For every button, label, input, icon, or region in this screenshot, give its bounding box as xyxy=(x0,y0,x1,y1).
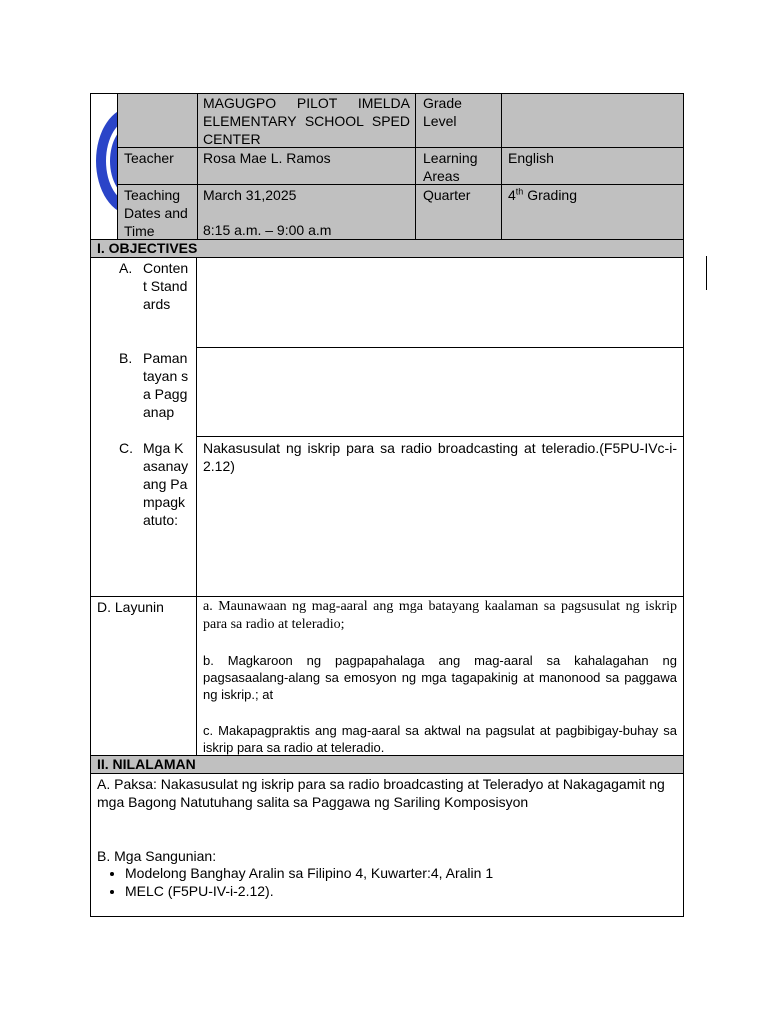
sanggunian-list xyxy=(97,864,681,900)
time-value: 8:15 a.m. – 9:00 a.m xyxy=(203,222,332,238)
teacher-value: Rosa Mae L. Ramos xyxy=(203,150,331,166)
nilalaman-title: II. NILALAMAN xyxy=(97,756,196,772)
teacher-label: Teacher xyxy=(124,150,174,166)
dates-label: Teaching Dates and Time xyxy=(124,187,188,239)
quarter-value xyxy=(508,186,678,204)
objective-c-value: Nakasusulat ng iskrip para sa radio broadcasting at teleradio.(F5PU-IVc-i-2.12) xyxy=(203,440,677,474)
learning-areas-label: Learning Areas xyxy=(423,150,478,184)
layunin-label: D. Layunin xyxy=(97,599,164,615)
sanggunian-label: B. Mga Sangunian: xyxy=(97,848,217,864)
objective-b-letter: B. xyxy=(119,350,133,366)
date-value: March 31,2025 xyxy=(203,187,297,203)
school-name: MAGUGPO PILOT IMELDA ELEMENTARY SCHOOL SPED CENTER xyxy=(203,95,410,147)
layunin-item-c: c. Makapagpraktis ang mag-aaral sa aktwal na pagsulat at pagbibigay-buhay sa iskrip para sa radio at teleradio. xyxy=(203,723,677,755)
layunin-item-a: a. Maunawaan ng mag-aaral ang mga batayang kaalaman sa pagsusulat ng iskrip para sa radio at teleradio; xyxy=(203,599,677,632)
sanggunian-item: • Modelong Banghay Aralin sa Filipino 4, Kuwarter:4, Aralin 1 xyxy=(125,864,681,882)
quarter-number: 4 xyxy=(508,187,516,203)
quarter-label: Quarter xyxy=(423,187,471,203)
grade-level-label: Grade Level xyxy=(423,95,462,129)
objective-b-label: Pamantayan sa Pagganap xyxy=(143,350,189,420)
objective-c-label: Mga Kasanayang Pampagkatuto: xyxy=(143,440,189,528)
paksa-text: A. Paksa: Nakasusulat ng iskrip para sa radio broadcasting at Teleradyo at Nakagagamit ng mga Bagong Natutuhang salita sa Paggawa ng Sariling Komposisyon xyxy=(97,776,665,810)
quarter-word: Grading xyxy=(523,187,578,203)
quarter-suffix: th xyxy=(515,186,524,197)
objective-a-letter: A. xyxy=(119,260,133,276)
school-logo-seal xyxy=(92,105,118,217)
objective-c-letter: C. xyxy=(119,440,133,456)
layunin-item-b: b. Magkaroon ng pagpapahalaga ang mag-aaral sa kahalagahan ng pagsasaalang-alang sa emosyon ng mga tagapakinig at manonood sa paggawa ng iskrip.; at xyxy=(203,653,677,702)
sanggunian-item: • MELC (F5PU-IV-i-2.12). xyxy=(125,882,681,900)
margin-mark xyxy=(706,256,707,290)
objectives-title: I. OBJECTIVES xyxy=(97,240,198,256)
learning-areas-value: English xyxy=(508,150,554,166)
objective-a-label: Content Standards xyxy=(143,260,189,312)
school-logo xyxy=(92,105,118,217)
